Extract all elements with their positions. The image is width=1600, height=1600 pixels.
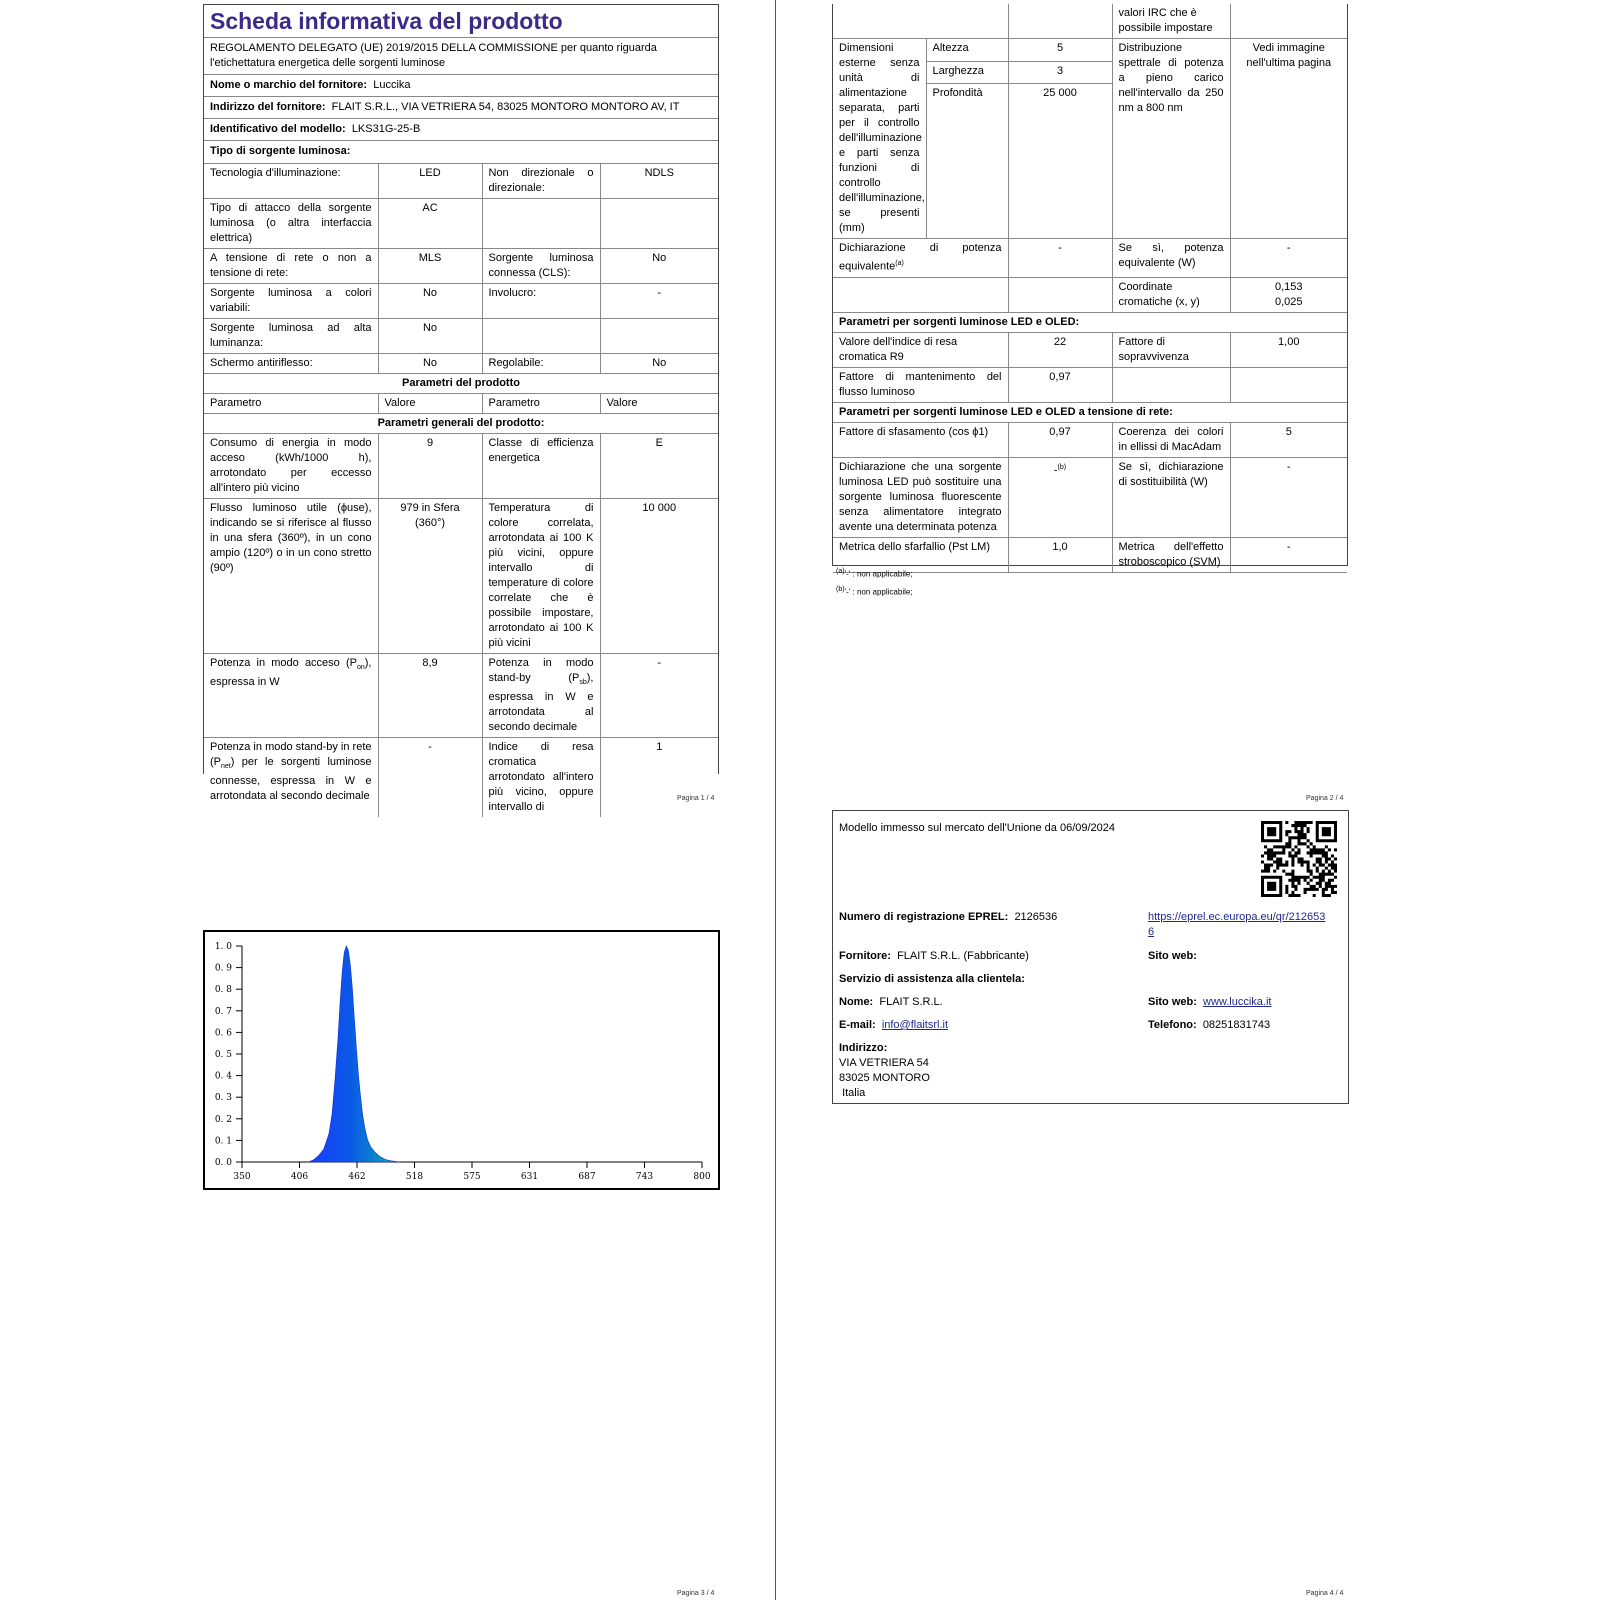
y-tick-label: 0. 8 xyxy=(214,985,232,996)
strobo-label: Metrica dell'effetto stroboscopico (SVM) xyxy=(1112,537,1230,572)
supplier-row: Fornitore: FLAIT S.R.L. (Fabbricante) xyxy=(839,950,1029,962)
table-row xyxy=(204,434,718,499)
phase-label: Fattore di sfasamento (cos ϕ1) xyxy=(833,422,1008,457)
regulation-text: REGOLAMENTO DELEGATO (UE) 2019/2015 DELLA COMMISSIONE per quanto riguarda l'etichettatura energetica delle sorgenti luminose xyxy=(204,38,718,75)
param-label: Tecnologia d'illuminazione: xyxy=(204,164,378,199)
col-header: Valore xyxy=(600,394,718,414)
general-params-title: Parametri generali del prodotto: xyxy=(204,414,718,434)
page-2-datasheet xyxy=(832,4,1348,566)
page-divider-vertical xyxy=(775,0,776,1600)
product-table-2 xyxy=(833,4,1347,573)
param-value: 1 xyxy=(600,738,718,818)
x-tick-label: 575 xyxy=(463,1172,481,1182)
height-value: 5 xyxy=(1008,39,1112,62)
model-id-label: Identificativo del modello: xyxy=(210,123,346,135)
page-number: Pagina 4 / 4 xyxy=(1306,1590,1344,1597)
y-tick-label: 0. 6 xyxy=(214,1028,232,1039)
table-row xyxy=(833,537,1347,572)
phone-row: Telefono: 08251831743 xyxy=(1148,1019,1271,1031)
table-row xyxy=(204,249,718,284)
page-number: Pagina 2 / 4 xyxy=(1306,795,1344,802)
param-value: - xyxy=(600,284,718,319)
light-source-type-row xyxy=(204,141,718,164)
service-website-row: Sito web: www.luccika.it xyxy=(1148,996,1272,1008)
table-row xyxy=(833,422,1347,457)
param-label: Potenza in modo acceso $(P_{on})$, espressa in W xyxy=(204,654,378,738)
width-value: 3 xyxy=(1008,61,1112,84)
param-label: Regolabile: xyxy=(482,354,600,374)
table-row xyxy=(204,319,718,354)
page-4-info xyxy=(832,810,1349,1104)
equiv-label: Dichiarazione di potenza equivalente$^{(a)}$ xyxy=(833,239,1008,278)
replace-label: Dichiarazione che una sorgente luminosa LED può sostituire una sorgente luminosa fluorescente senza alimentatore integrato avente una determinata potenza xyxy=(833,457,1008,537)
height-label: Altezza xyxy=(926,39,1008,62)
param-label xyxy=(482,199,600,249)
param-label: valori IRC che è possibile impostare xyxy=(1112,4,1230,39)
param-value: No xyxy=(600,249,718,284)
strobo-value: - xyxy=(1230,537,1347,572)
supplier-name-row xyxy=(204,75,718,97)
table-row xyxy=(833,457,1347,537)
param-label xyxy=(482,319,600,354)
y-tick-label: 0. 9 xyxy=(214,963,232,974)
y-tick-label: 1. 0 xyxy=(214,942,232,952)
param-label: Sorgente luminosa ad alta luminanza: xyxy=(204,319,378,354)
equiv-w-value: - xyxy=(1230,239,1347,278)
email-link[interactable]: info@flaitsrl.it xyxy=(881,1019,948,1031)
eprel-link[interactable]: https://eprel.ec.europa.eu/qr/2126536 xyxy=(1148,911,1326,938)
param-value: MLS xyxy=(378,249,482,284)
led-mains-header xyxy=(833,402,1347,422)
replace-value: -$^{(b)}$ xyxy=(1008,457,1112,537)
chroma-label: Coordinate cromatiche (x, y) xyxy=(1112,277,1230,312)
table-row xyxy=(204,284,718,319)
param-value: - xyxy=(600,654,718,738)
x-tick-label: 631 xyxy=(520,1172,539,1182)
email-row: E-mail: info@flaitsrl.it xyxy=(839,1019,948,1031)
spectral-value: Vedi immagine nell'ultima pagina xyxy=(1230,39,1347,239)
eprel-row: Numero di registrazione EPREL: 2126536 xyxy=(839,911,1058,923)
param-label: Classe di efficienza energetica xyxy=(482,434,600,499)
param-value: NDLS xyxy=(600,164,718,199)
param-value xyxy=(600,319,718,354)
table-row xyxy=(204,354,718,374)
r9-value: 22 xyxy=(1008,332,1112,367)
y-tick-label: 0. 4 xyxy=(214,1071,232,1082)
param-value: No xyxy=(378,319,482,354)
table-row xyxy=(833,239,1347,278)
table-row xyxy=(204,738,718,818)
param-value: - xyxy=(378,738,482,818)
equiv-value: - xyxy=(1008,239,1112,278)
param-label: Indice di resa cromatica arrotondato all'intero più vicino, oppure intervallo di xyxy=(482,738,600,818)
general-params-header xyxy=(204,414,718,434)
param-label: Schermo antiriflesso: xyxy=(204,354,378,374)
r9-label: Valore dell'indice di resa cromatica R9 xyxy=(833,332,1008,367)
y-tick-label: 0. 5 xyxy=(214,1050,232,1060)
dimensions-label: Dimensioni esterne senza unità di alimentazione separata, parti per il controllo dell'illuminazione e parti senza funzioni di controllo dell'illuminazione, se presenti (mm) xyxy=(833,39,926,239)
macadam-label: Coerenza dei colori in ellissi di MacAdam xyxy=(1112,422,1230,457)
param-value: No xyxy=(378,354,482,374)
flux-maint-value: 0,97 xyxy=(1008,367,1112,402)
macadam-value: 5 xyxy=(1230,422,1347,457)
spectral-chart xyxy=(203,930,720,1190)
footnote-a: $^{(a)}$'-' : non applicabile; xyxy=(836,568,913,579)
table-row xyxy=(833,367,1347,402)
x-tick-label: 406 xyxy=(290,1172,309,1182)
dimensions-row xyxy=(833,39,1347,62)
param-value: 10 000 xyxy=(600,499,718,654)
table-row xyxy=(204,654,718,738)
page-title: Scheda informativa del prodotto xyxy=(204,5,718,38)
col-header: Parametro xyxy=(204,394,378,414)
survival-value: 1,00 xyxy=(1230,332,1347,367)
flicker-label: Metrica dello sfarfallio (Pst LM) xyxy=(833,537,1008,572)
survival-label: Fattore di sopravvivenza xyxy=(1112,332,1230,367)
col-header: Parametro xyxy=(482,394,600,414)
table-row xyxy=(833,332,1347,367)
x-tick-label: 687 xyxy=(578,1172,596,1182)
column-headers xyxy=(204,394,718,414)
phase-value: 0,97 xyxy=(1008,422,1112,457)
footnote-b: $^{(b)}$'-' : non applicabile; xyxy=(836,586,913,597)
y-tick-label: 0. 7 xyxy=(214,1006,232,1017)
param-label: A tensione di rete o non a tensione di rete: xyxy=(204,249,378,284)
param-label: Non direzionale o direzionale: xyxy=(482,164,600,199)
market-date-text: Modello immesso sul mercato dell'Unione da 06/09/2024 xyxy=(839,822,1116,834)
x-tick-label: 462 xyxy=(348,1172,366,1182)
width-label: Larghezza xyxy=(926,61,1008,84)
spectral-label: Distribuzione spettrale di potenza a pieno carico nell'intervallo da 250 nm a 800 nm xyxy=(1112,39,1230,239)
service-name-row: Nome: FLAIT S.R.L. xyxy=(839,996,943,1008)
customer-service-label: Servizio di assistenza alla clientela: xyxy=(839,973,1025,985)
spectral-chart-svg xyxy=(205,932,718,1188)
supplier-address-value: FLAIT S.R.L., VIA VETRIERA 54, 83025 MONTORO MONTORO AV, IT xyxy=(331,101,680,113)
y-tick-label: 0. 0 xyxy=(214,1158,232,1168)
param-value: No xyxy=(600,354,718,374)
led-params-title: Parametri per sorgenti luminose LED e OLED: xyxy=(833,312,1347,332)
param-value xyxy=(600,199,718,249)
website-label: Sito web: xyxy=(1148,950,1197,962)
param-label: Potenza in modo stand-by in rete $(P_{net})$ per le sorgenti luminose connesse, espressa in W e arrotondata al secondo decimale xyxy=(204,738,378,818)
x-tick-label: 743 xyxy=(635,1172,654,1182)
table-row xyxy=(204,164,718,199)
y-tick-label: 0. 1 xyxy=(214,1136,232,1147)
page-number: Pagina 1 / 4 xyxy=(677,795,715,802)
model-id-value: LKS31G-25-B xyxy=(351,123,421,135)
qr-modules xyxy=(1261,821,1337,897)
depth-label: Profondità xyxy=(926,84,1008,239)
param-value: AC xyxy=(378,199,482,249)
x-tick-label: 518 xyxy=(405,1172,424,1182)
flicker-value: 1,0 xyxy=(1008,537,1112,572)
chroma-value: 0,153 0,025 xyxy=(1230,277,1347,312)
model-id-row xyxy=(204,119,718,141)
depth-value: 25 000 xyxy=(1008,84,1112,239)
flux-maint-label: Fattore di mantenimento del flusso luminoso xyxy=(833,367,1008,402)
param-label: Involucro: xyxy=(482,284,600,319)
replace-w-value: - xyxy=(1230,457,1347,537)
light-source-type-label: Tipo di sorgente luminosa: xyxy=(210,145,351,157)
param-value: 9 xyxy=(378,434,482,499)
param-value: No xyxy=(378,284,482,319)
product-table-1 xyxy=(204,164,718,817)
param-label: Temperatura di colore correlata, arrotondata ai 100 K più vicini, oppure intervallo di temperature di colore correlate che è possibile impostare, arrotondato ai 100 K più vicini xyxy=(482,499,600,654)
supplier-name-value: Luccika xyxy=(373,79,411,91)
supplier-address-label: Indirizzo del fornitore: xyxy=(210,101,326,113)
table-row xyxy=(833,4,1347,39)
spectrum-area xyxy=(308,946,400,1162)
table-row xyxy=(204,199,718,249)
address-block: Indirizzo: VIA VETRIERA 54 83025 MONTORO Italia xyxy=(839,1042,930,1099)
param-value: 979 in Sfera (360°) xyxy=(378,499,482,654)
replace-w-label: Se sì, dichiarazione di sostituibilità (W) xyxy=(1112,457,1230,537)
param-label: Flusso luminoso utile (ϕuse), indicando se si riferisce al flusso in una sfera (360º), in un cono ampio (120º) o in un cono stretto (90º) xyxy=(204,499,378,654)
y-tick-label: 0. 2 xyxy=(214,1114,232,1125)
param-value: 8,9 xyxy=(378,654,482,738)
qr-code-icon xyxy=(1261,821,1337,897)
param-label: Sorgente luminosa a colori variabili: xyxy=(204,284,378,319)
led-mains-title: Parametri per sorgenti luminose LED e OLED a tensione di rete: xyxy=(833,402,1347,422)
x-tick-label: 800 xyxy=(693,1172,711,1182)
param-value: LED xyxy=(378,164,482,199)
supplier-name-label: Nome o marchio del fornitore: xyxy=(210,79,368,91)
x-tick-label: 350 xyxy=(233,1172,251,1182)
table-row xyxy=(204,499,718,654)
y-tick-label: 0. 3 xyxy=(214,1093,232,1104)
page-number: Pagina 3 / 4 xyxy=(677,1590,715,1597)
website-link[interactable]: www.luccika.it xyxy=(1203,996,1272,1008)
product-params-header xyxy=(204,374,718,394)
supplier-address-row xyxy=(204,97,718,119)
param-label: Tipo di attacco della sorgente luminosa (o altra interfaccia elettrica) xyxy=(204,199,378,249)
product-params-title: Parametri del prodotto xyxy=(204,374,718,394)
param-label: Potenza in modo stand-by $(P_{sb})$, espressa in W e arrotondata al secondo decimale xyxy=(482,654,600,738)
col-header: Valore xyxy=(378,394,482,414)
led-params-header xyxy=(833,312,1347,332)
table-row xyxy=(833,277,1347,312)
param-label: Sorgente luminosa connessa (CLS): xyxy=(482,249,600,284)
equiv-w-label: Se sì, potenza equivalente (W) xyxy=(1112,239,1230,278)
param-label: Consumo di energia in modo acceso (kWh/1000 h), arrotondato per eccesso all'intero più vicino xyxy=(204,434,378,499)
param-value: E xyxy=(600,434,718,499)
